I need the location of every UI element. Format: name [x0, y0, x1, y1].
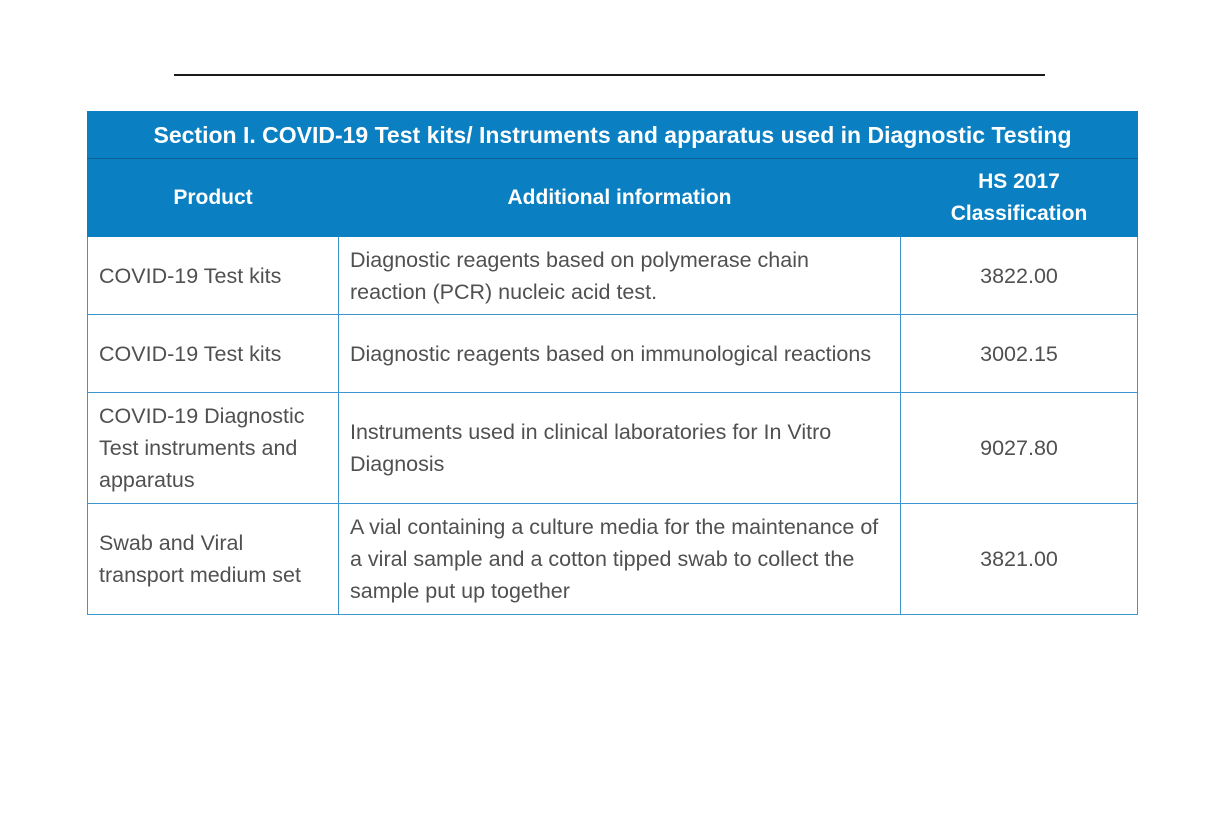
column-header-hs-classification: HS 2017 Classification: [901, 159, 1138, 237]
section-title-row: [88, 112, 1138, 159]
table-row: [88, 504, 1138, 615]
hs-code-cell: 3002.15: [901, 315, 1138, 393]
additional-info-cell: A vial containing a culture media for the maintenance of a viral sample and a cotton tipped swab to collect the sample put up together: [339, 504, 901, 615]
product-cell: COVID-19 Test kits: [88, 237, 339, 315]
additional-info-cell: Diagnostic reagents based on immunological reactions: [339, 315, 901, 393]
hs-code-cell: 3822.00: [901, 237, 1138, 315]
product-cell: Swab and Viral transport medium set: [88, 504, 339, 615]
additional-info-cell: Diagnostic reagents based on polymerase chain reaction (PCR) nucleic acid test.: [339, 237, 901, 315]
column-header-product: Product: [88, 159, 339, 237]
hs-code-cell: 3821.00: [901, 504, 1138, 615]
product-cell: COVID-19 Test kits: [88, 315, 339, 393]
table-row: [88, 315, 1138, 393]
column-header-additional-information: Additional information: [339, 159, 901, 237]
table-row: [88, 237, 1138, 315]
hs-classification-table: [87, 111, 1138, 615]
product-cell: COVID-19 Diagnostic Test instruments and apparatus: [88, 393, 339, 504]
table-row: [88, 393, 1138, 504]
hs-code-cell: 9027.80: [901, 393, 1138, 504]
top-divider-line: [174, 74, 1045, 76]
header-row: [88, 159, 1138, 237]
additional-info-cell: Instruments used in clinical laboratories for In Vitro Diagnosis: [339, 393, 901, 504]
section-title: Section I. COVID-19 Test kits/ Instruments and apparatus used in Diagnostic Testing: [88, 112, 1138, 159]
